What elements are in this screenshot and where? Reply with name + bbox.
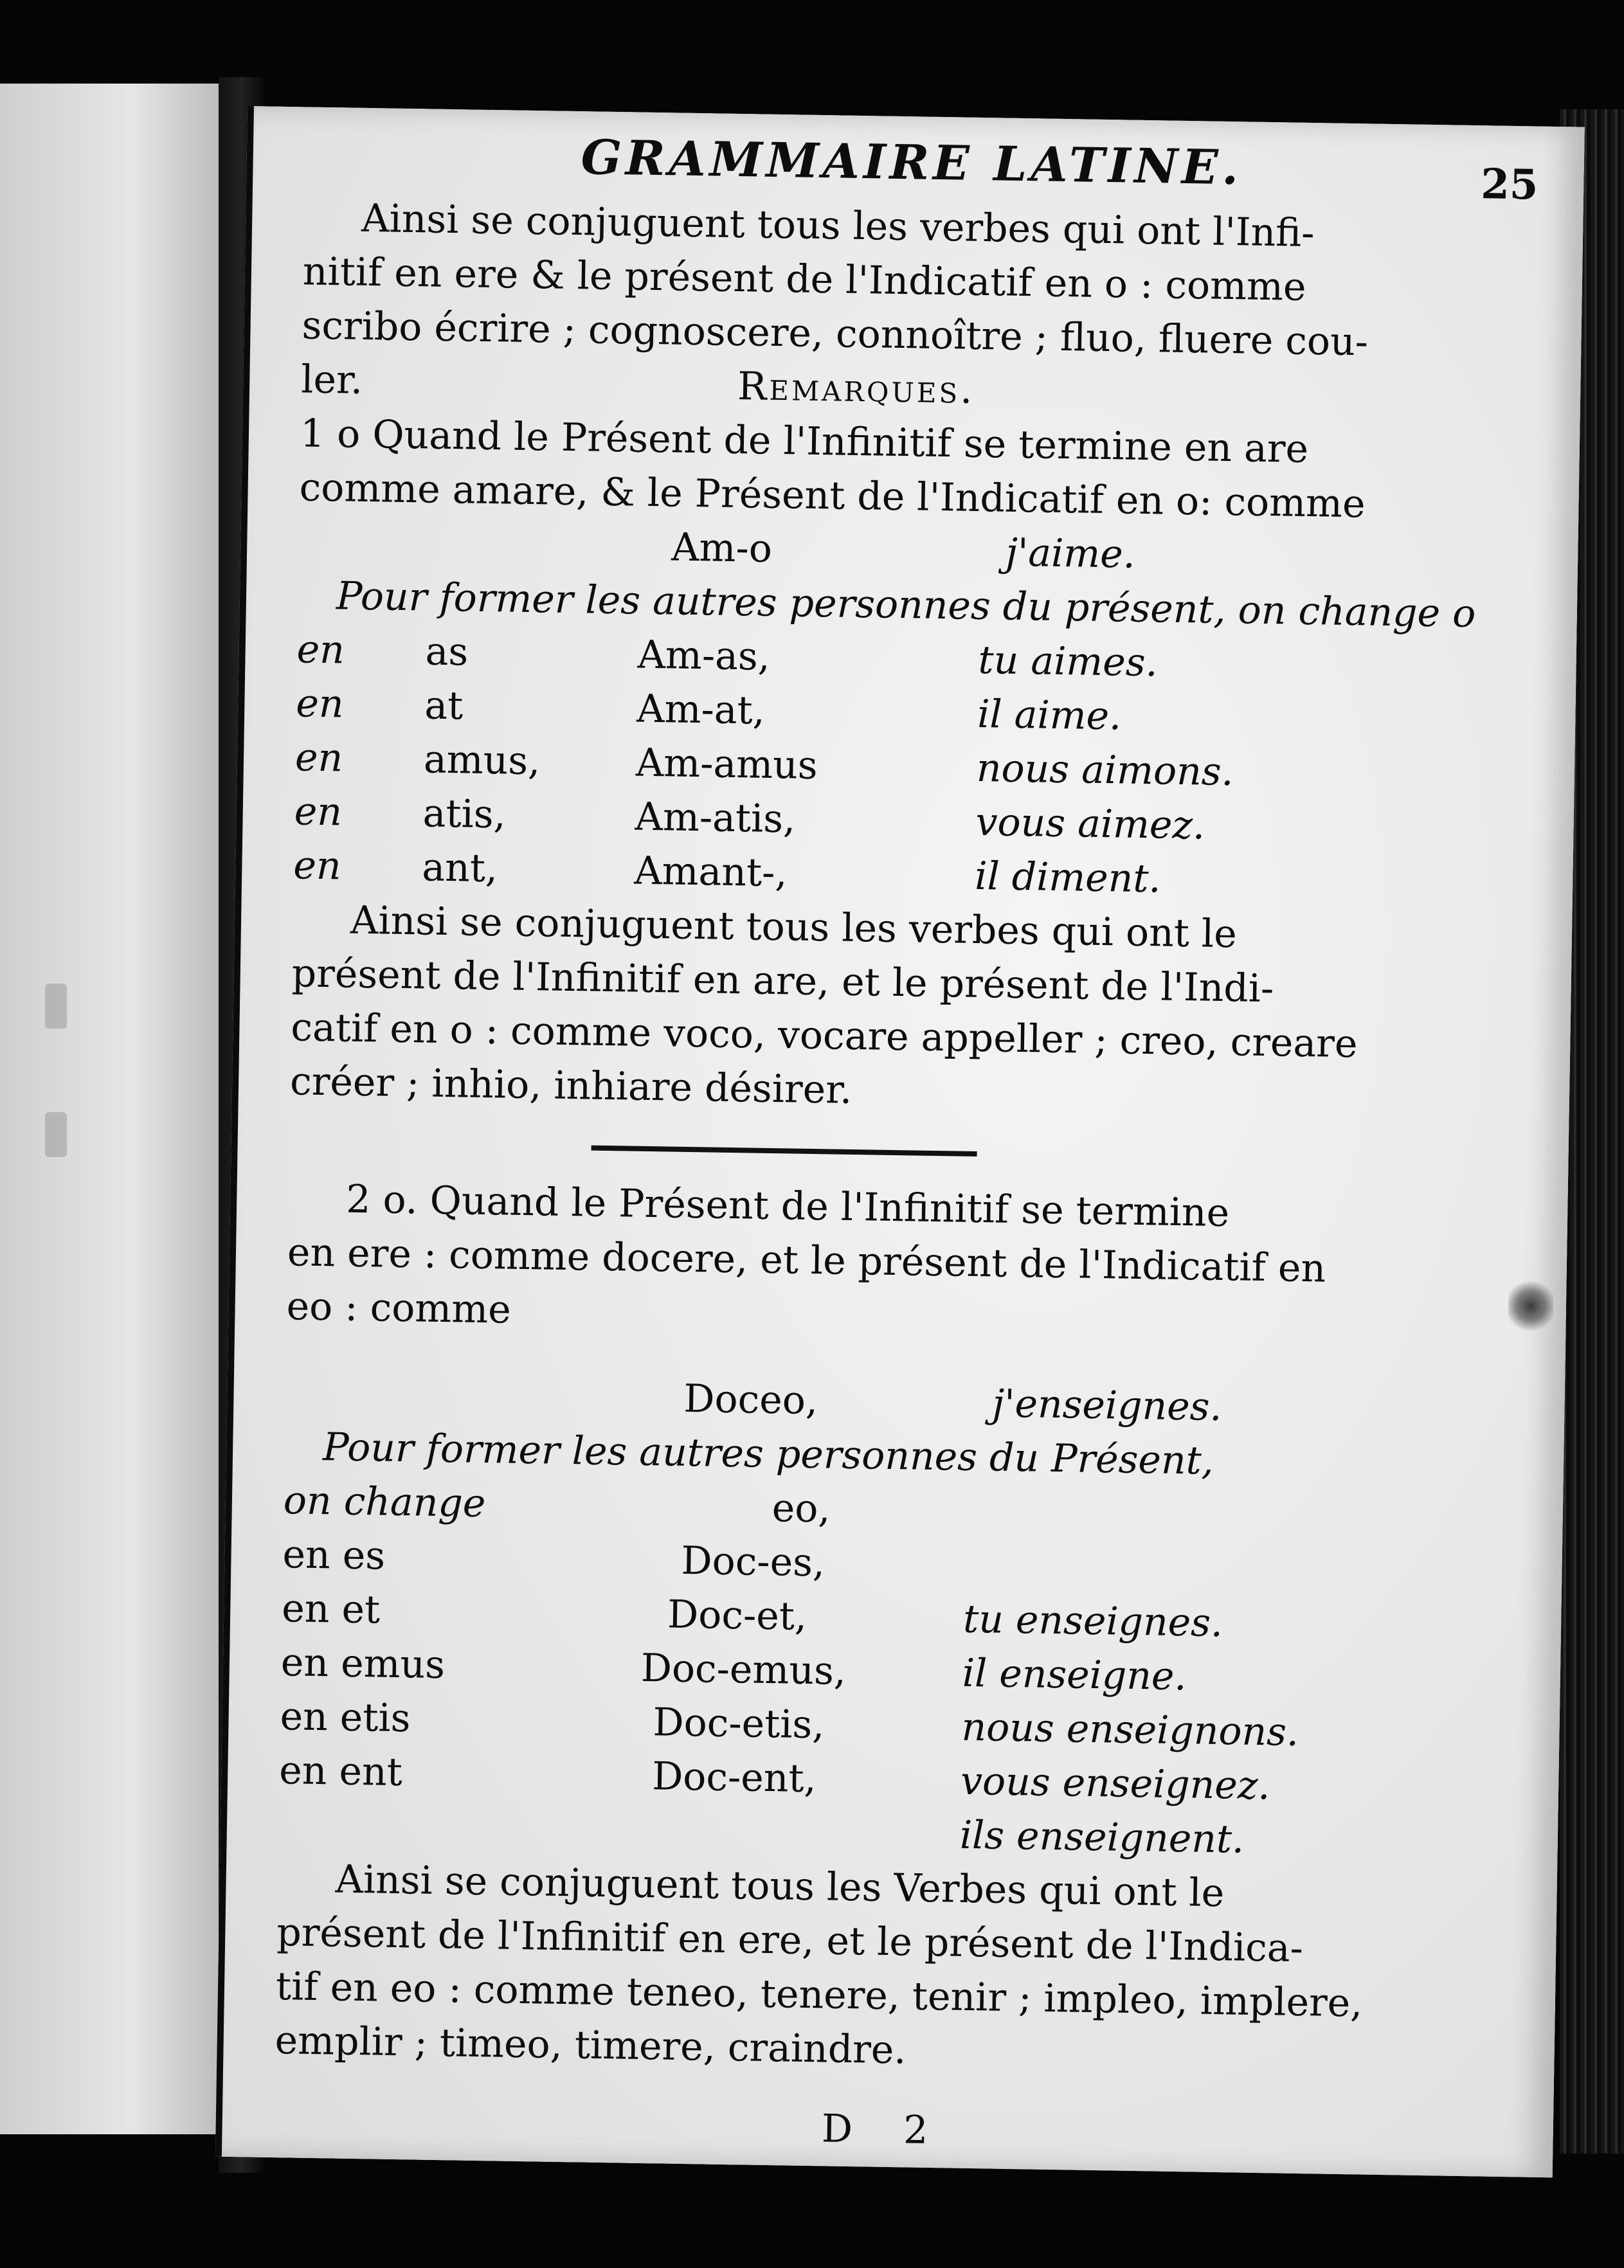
verb-form: Am-as, bbox=[637, 632, 771, 680]
text-line: catif en o : comme voco, vocare appeller ; creo, creare bbox=[290, 1005, 1358, 1067]
instruction-line: Pour former les autres personnes du Présent, bbox=[322, 1425, 1214, 1484]
verb-form: Am-o bbox=[671, 525, 773, 572]
left-facing-page bbox=[0, 84, 222, 2134]
verb-translation: tu enseignes. bbox=[962, 1596, 1223, 1646]
row-ending: ant, bbox=[421, 845, 498, 892]
row-ending: amus, bbox=[423, 737, 541, 784]
left-page-bleed-mark bbox=[45, 1112, 67, 1157]
verb-form: Am-at, bbox=[636, 686, 766, 734]
left-page-bleed-mark bbox=[45, 984, 67, 1029]
verb-translation: j'enseignes. bbox=[991, 1381, 1223, 1430]
verb-translation: nous aimons. bbox=[976, 745, 1234, 795]
row-prefix: en etis bbox=[280, 1694, 411, 1742]
verb-translation: vous enseignez. bbox=[960, 1758, 1271, 1809]
verb-form: Am-atis, bbox=[635, 794, 796, 842]
conjugation-table-1 bbox=[293, 514, 1520, 912]
text-line: eo : comme bbox=[286, 1284, 512, 1333]
verb-translation: il diment. bbox=[974, 853, 1162, 902]
row-prefix: en es bbox=[282, 1532, 386, 1579]
text-line: présent de l'Infinitif en are, et le présent de l'Indi- bbox=[291, 951, 1274, 1012]
remark-1 bbox=[290, 406, 1522, 1128]
verb-translation: il aime. bbox=[977, 691, 1122, 739]
verb-translation: nous enseignons. bbox=[961, 1704, 1299, 1755]
row-prefix: en bbox=[294, 789, 343, 835]
text-line: 1 o Quand le Présent de l'Infinitif se termine en are bbox=[300, 411, 1309, 472]
row-prefix: en bbox=[293, 843, 342, 889]
verb-form: eo, bbox=[771, 1486, 831, 1532]
verb-form: Doc-emus, bbox=[640, 1645, 847, 1694]
verb-translation: j'aime. bbox=[1005, 530, 1136, 577]
page-number: 25 bbox=[1480, 160, 1538, 210]
text-line: présent de l'Infinitif en ere, et le présent de l'Indica- bbox=[276, 1910, 1304, 1972]
text-line: emplir ; timeo, timere, craindre. bbox=[275, 2018, 907, 2073]
remark-2 bbox=[275, 1171, 1510, 2087]
text-line: 2 o. Quand le Présent de l'Infinitif se termine bbox=[345, 1176, 1230, 1236]
book-page bbox=[215, 106, 1585, 2177]
change-label: on change bbox=[283, 1478, 486, 1527]
printer-signature: D 2 bbox=[821, 2106, 948, 2154]
intro-paragraph bbox=[301, 190, 1526, 426]
text-line: scribo écrire ; cognoscere, connoître ; fluo, fluere cou- bbox=[302, 303, 1369, 365]
conjugation-table-2 bbox=[278, 1365, 1507, 1871]
row-ending: atis, bbox=[422, 791, 507, 838]
verb-translation: il enseigne. bbox=[962, 1650, 1187, 1700]
row-ending: at bbox=[424, 683, 464, 729]
row-prefix: en ent bbox=[278, 1748, 403, 1796]
verb-translation: vous aimez. bbox=[975, 799, 1205, 849]
text-line: nitif en ere & le présent de l'Indicatif en o : comme bbox=[302, 249, 1307, 310]
ink-smudge bbox=[1508, 1277, 1553, 1335]
text-line: Ainsi se conjuguent tous les verbes qui ont le bbox=[350, 897, 1238, 957]
verb-translation: ils enseignent. bbox=[959, 1812, 1245, 1862]
row-prefix: en bbox=[295, 681, 345, 727]
verb-form: Doc-es, bbox=[680, 1538, 826, 1586]
verb-form: Doc-etis, bbox=[653, 1700, 825, 1748]
text-line: créer ; inhio, inhiare désirer. bbox=[289, 1059, 853, 1113]
section-divider bbox=[591, 1146, 977, 1156]
text-line: comme amare, & le Présent de l'Indicatif en o: comme bbox=[299, 465, 1366, 527]
text-line: tif en eo : comme teneo, tenere, tenir ; impleo, implere, bbox=[275, 1964, 1363, 2026]
row-prefix: en emus bbox=[280, 1640, 446, 1688]
verb-form: Doc-ent, bbox=[651, 1754, 817, 1802]
row-prefix: en bbox=[296, 627, 345, 673]
verb-translation: tu aimes. bbox=[978, 637, 1159, 686]
row-prefix: en et bbox=[281, 1586, 381, 1633]
instruction-line: Pour former les autres personnes du présent, on change o bbox=[336, 573, 1476, 637]
text-line: ler. bbox=[300, 357, 363, 403]
text-line: Ainsi se conjuguent tous les verbes qui ont l'Infi- bbox=[361, 195, 1315, 256]
text-line: Ainsi se conjuguent tous les Verbes qui ont le bbox=[335, 1857, 1225, 1916]
running-head: GRAMMAIRE LATINE. bbox=[581, 130, 1243, 196]
verb-form: Am-amus bbox=[635, 740, 818, 789]
row-ending: as bbox=[425, 629, 469, 675]
text-line: en ere : comme docere, et le présent de l'Indicatif en bbox=[287, 1230, 1326, 1292]
page-content bbox=[273, 113, 1538, 2166]
verb-form: Amant-, bbox=[633, 848, 788, 896]
verb-form: Doceo, bbox=[683, 1376, 818, 1424]
remarks-heading: Remarques. bbox=[737, 364, 975, 413]
row-prefix: en bbox=[294, 735, 343, 781]
verb-form: Doc-et, bbox=[667, 1592, 807, 1639]
